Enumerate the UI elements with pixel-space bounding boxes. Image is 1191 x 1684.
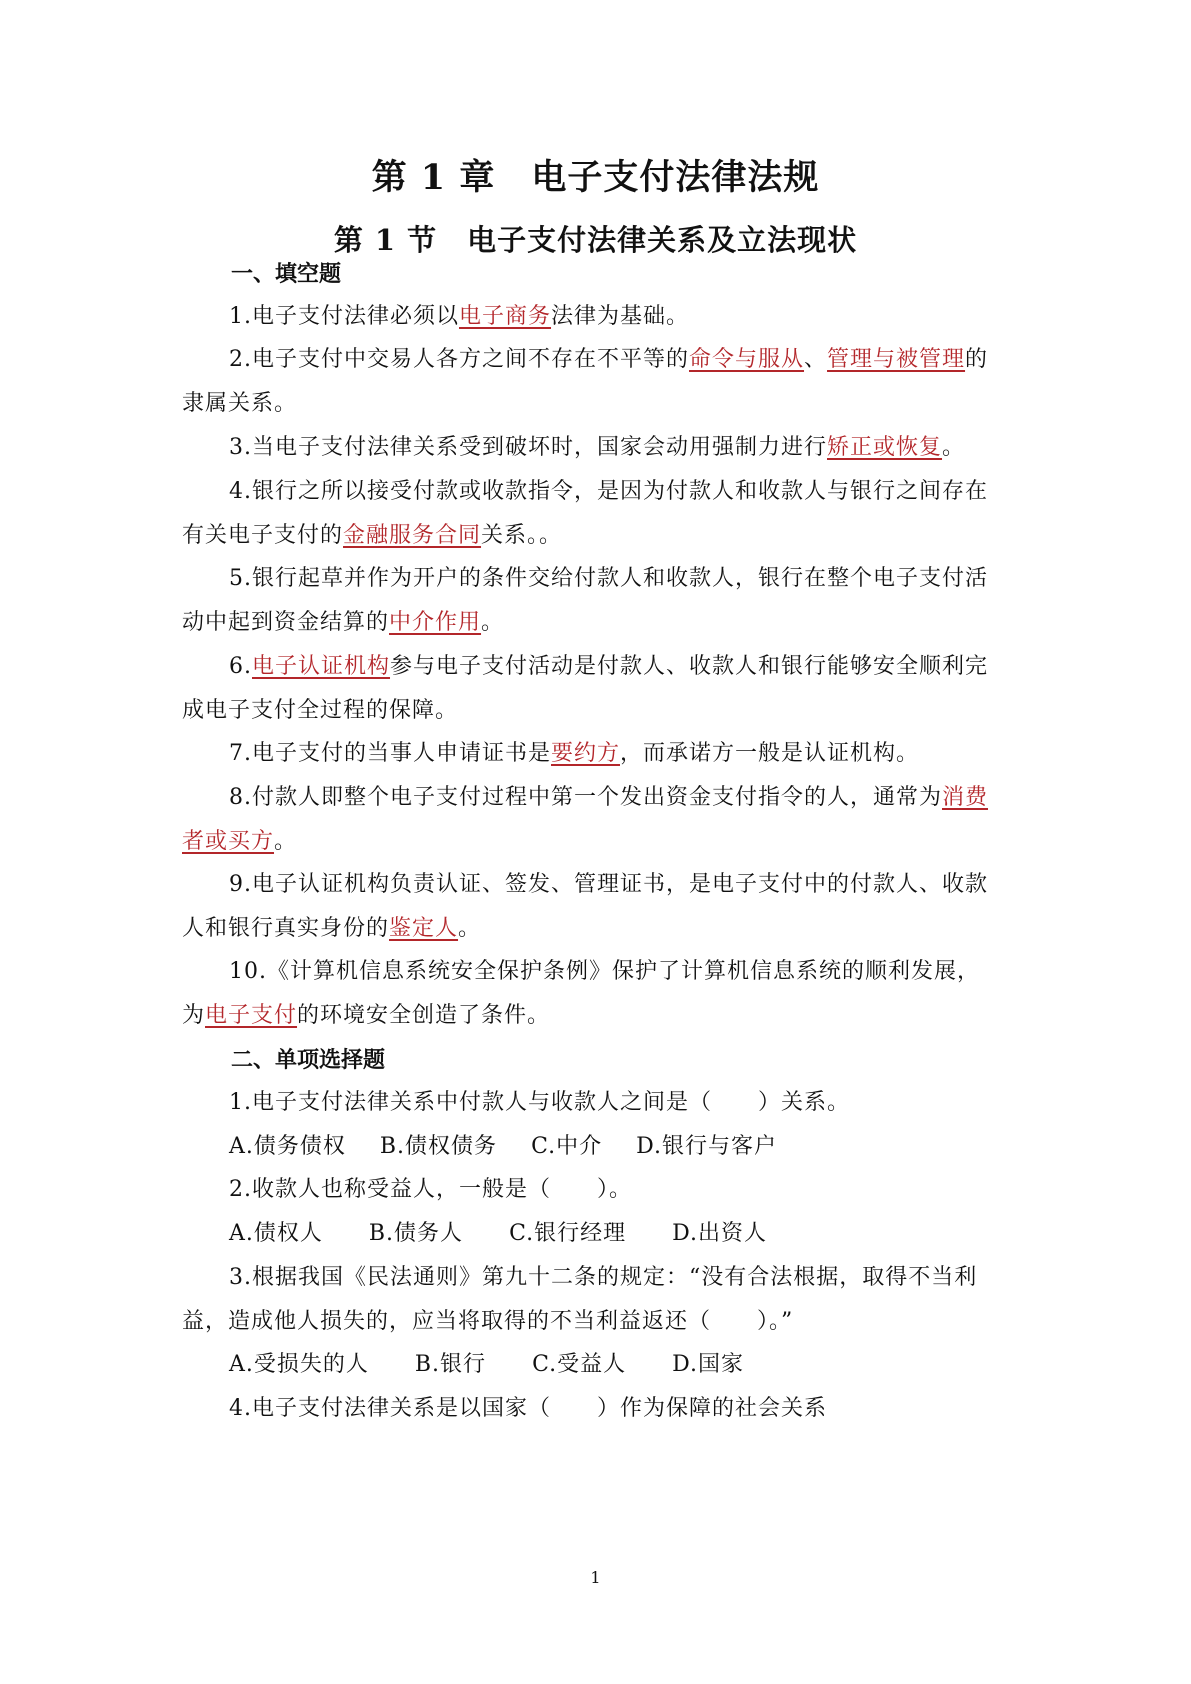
choice-question-3-cont: 益，造成他人损失的，应当将取得的不当利益返还（ ）。” [182, 1309, 794, 1334]
question-text: 3.当电子支付法律关系受到破坏时，国家会动用强制力进行 [229, 435, 827, 460]
fill-question-2-cont: 隶属关系。 [182, 391, 298, 416]
answer-text: 要约方 [551, 741, 621, 766]
choice-question-1: 1.电子支付法律关系中付款人与收款人之间是（ ）关系。 [229, 1090, 850, 1115]
fill-question-6-cont: 成电子支付全过程的保障。 [182, 698, 459, 723]
choice-options-3 [229, 1350, 778, 1380]
question-text: 1.电子支付法律必须以 [229, 304, 459, 329]
fill-question-6 [229, 652, 988, 682]
part2-heading: 二、单项选择题 [231, 1047, 386, 1073]
question-text: 6. [229, 654, 252, 679]
answer-text: 电子认证机构 [252, 654, 391, 679]
page-number: 1 [590, 1568, 601, 1587]
question-text: 的环境安全创造了条件。 [297, 1003, 551, 1028]
question-text: 。 [942, 435, 966, 460]
fill-question-8-cont [182, 827, 297, 857]
answer-text: 命令与服从 [689, 347, 805, 372]
question-text: 为 [182, 1003, 206, 1028]
choice-question-2: 2.收款人也称受益人，一般是（ ）。 [229, 1177, 632, 1202]
answer-text: 中介作用 [389, 610, 482, 635]
option-b: B.债权债务 [379, 1134, 498, 1159]
question-text: 动中起到资金结算的 [182, 610, 390, 635]
question-text: 的 [965, 347, 989, 372]
question-text: 8.付款人即整个电子支付过程中第一个发出资金支付指令的人，通常为 [229, 785, 942, 810]
question-text: 参与电子支付活动是付款人、收款人和银行能够安全顺利完 [390, 654, 989, 679]
question-text: 有关电子支付的 [182, 523, 344, 548]
fill-question-8 [229, 783, 988, 813]
answer-text: 金融服务合同 [343, 523, 482, 548]
fill-question-2 [229, 345, 988, 375]
option-d: D.出资人 [672, 1221, 767, 1246]
choice-options-2 [229, 1219, 801, 1249]
answer-text: 管理与被管理 [827, 347, 966, 372]
option-a: A.债权人 [229, 1221, 323, 1246]
question-text: 2.电子支付中交易人各方之间不存在不平等的 [229, 347, 689, 372]
option-b: B.银行 [414, 1352, 487, 1377]
fill-question-9: 9.电子认证机构负责认证、签发、管理证书，是电子支付中的付款人、收款 [229, 872, 988, 897]
question-text: 、 [804, 347, 828, 372]
question-text: 人和银行真实身份的 [182, 916, 390, 941]
option-a: A.债务债权 [229, 1134, 346, 1159]
option-c: C.中介 [531, 1134, 603, 1159]
choice-question-4: 4.电子支付法律关系是以国家（ ）作为保障的社会关系 [229, 1396, 827, 1421]
answer-text: 电子支付 [205, 1003, 298, 1028]
option-b: B.债务人 [368, 1221, 464, 1246]
fill-question-1 [229, 302, 689, 332]
option-c: C.受益人 [532, 1352, 627, 1377]
part1-heading: 一、填空题 [231, 261, 342, 287]
fill-question-5: 5.银行起草并作为开户的条件交给付款人和收款人，银行在整个电子支付活 [229, 566, 988, 591]
option-a: A.受损失的人 [229, 1352, 369, 1377]
choice-options-1 [229, 1132, 811, 1162]
question-text: 。 [458, 916, 482, 941]
answer-text: 消费 [942, 785, 989, 810]
fill-question-5-cont [182, 608, 504, 638]
fill-question-7 [229, 739, 919, 769]
option-d: D.银行与客户 [636, 1134, 777, 1159]
fill-question-4: 4.银行之所以接受付款或收款指令，是因为付款人和收款人与银行之间存在 [229, 479, 988, 504]
fill-question-4-cont [182, 521, 562, 551]
answer-text: 鉴定人 [389, 916, 459, 941]
question-text: 。 [274, 829, 298, 854]
question-text: 关系。。 [481, 523, 563, 548]
answer-text: 电子商务 [459, 304, 552, 329]
fill-question-10: 10.《计算机信息系统安全保护条例》保护了计算机信息系统的顺利发展， [229, 959, 980, 984]
choice-question-3: 3.根据我国《民法通则》第九十二条的规定：“没有合法根据，取得不当利 [229, 1265, 978, 1290]
fill-question-9-cont [182, 914, 481, 944]
question-text: 法律为基础。 [551, 304, 690, 329]
option-c: C.银行经理 [509, 1221, 627, 1246]
chapter-title: 第 1 章 电子支付法律法规 [371, 157, 820, 198]
question-text: 7.电子支付的当事人申请证书是 [229, 741, 551, 766]
answer-text: 者或买方 [182, 829, 275, 854]
fill-question-3 [229, 433, 965, 463]
question-text: ，而承诺方一般是认证机构。 [620, 741, 920, 766]
option-d: D.国家 [672, 1352, 744, 1377]
answer-text: 矫正或恢复 [827, 435, 943, 460]
question-text: 。 [481, 610, 505, 635]
fill-question-10-cont [182, 1001, 550, 1031]
section-title: 第 1 节 电子支付法律关系及立法现状 [333, 223, 858, 257]
